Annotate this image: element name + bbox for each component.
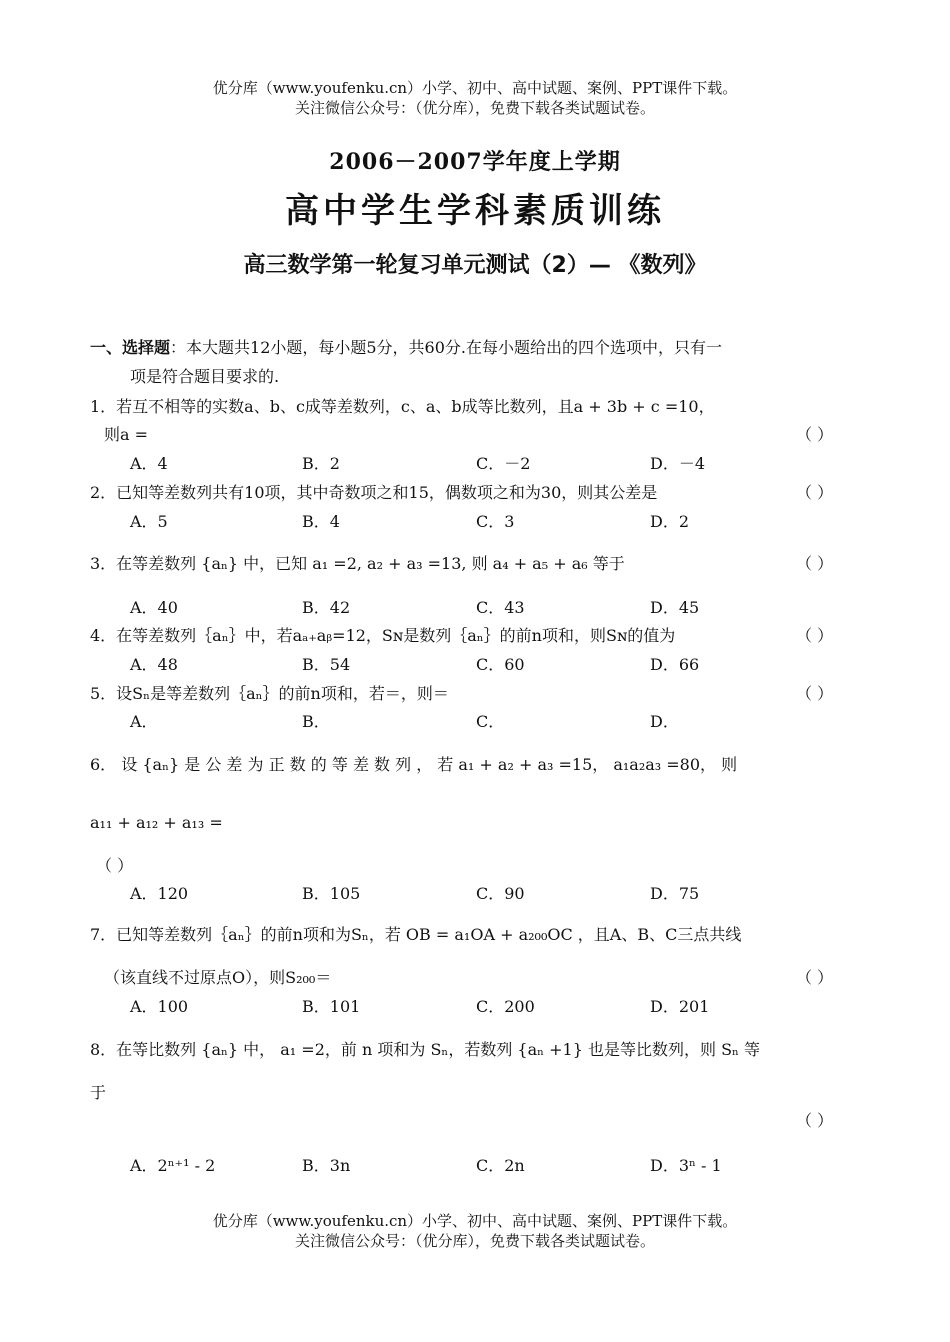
answer-paren-1: （ ） [796,425,834,444]
question-1-line1: 1．若互不相等的实数a、b、c成等差数列，c、a、b成等比数列，且a + 3b + c =10， [90,397,715,416]
question-7-line2: （该直线不过原点O），则S₂₀₀＝ [104,968,332,987]
q3-option-a: A．40 [130,598,178,617]
answer-paren-8: （ ） [796,1111,834,1130]
question-6-line2: a₁₁ + a₁₂ + a₁₃ = [90,813,223,832]
question-8-line2: 于 [90,1083,107,1102]
q6-option-a: A．120 [130,884,189,903]
q2-option-b: B．4 [302,512,340,531]
q7-option-b: B．101 [302,997,361,1016]
main-title: 高中学生学科素质训练 [285,191,665,231]
q8-option-c: C．2n [476,1156,525,1175]
answer-paren-2: （ ） [796,483,834,502]
question-7-line1: 7．已知等差数列｛aₙ｝的前n项和为Sₙ，若 OB = a₁OA + a₂₀₀OC ，且A、B、C三点共线 [90,925,742,944]
q6-option-d: D．75 [650,884,700,903]
q4-option-a: A．48 [130,655,178,674]
question-5-line1: 5．设Sₙ是等差数列｛aₙ｝的前n项和，若＝，则＝ [90,684,449,703]
q8-option-a: A．2ⁿ⁺¹ - 2 [130,1156,216,1175]
answer-paren-7: （ ） [796,968,834,987]
footer-ad-line1: 优分库（www.youfenku.cn）小学、初中、高中试题、案例、PPT课件下载。 [212,1212,738,1230]
q4-option-d: D．66 [650,655,700,674]
footer-ad [0,1211,950,1251]
q8-option-b: B．3n [302,1156,351,1175]
question-3-line1: 3．在等差数列 {aₙ} 中，已知 a₁ =2, a₂ + a₃ =13, 则 a₄ + a₅ + a₆ 等于 [90,554,625,573]
q2-option-a: A．5 [130,512,168,531]
section-desc-2: 项是符合题目要求的. [130,367,280,386]
q5-option-c: C． [476,712,505,731]
q1-option-c: C．－2 [476,454,531,473]
section-desc-1: ：本大题共12小题，每小题5分，共60分.在每小题给出的四个选项中，只有一 [170,338,723,357]
q3-option-c: C．43 [476,598,525,617]
q8-option-d: D．3ⁿ - 1 [650,1156,722,1175]
q5-option-a: A． [130,712,158,731]
q3-option-b: B．42 [302,598,351,617]
q7-option-a: A．100 [130,997,189,1016]
q5-option-d: D． [650,712,679,731]
section-intro [90,337,722,359]
answer-paren-3: （ ） [796,554,834,573]
q1-option-a: A．4 [130,454,168,473]
question-4-line1: 4．在等差数列｛aₙ｝中，若aₐ₊aᵦ=12，Sɴ是数列｛aₙ｝的前n项和，则Sɴ的值为 [90,626,676,645]
q4-option-c: C．60 [476,655,525,674]
header-ad-line2: 关注微信公众号：（优分库），免费下载各类试题试卷。 [294,99,655,117]
question-8-line1: 8．在等比数列 {aₙ} 中， a₁ =2，前 n 项和为 Sₙ，若数列 {aₙ +1} 也是等比数列，则 Sₙ 等 [90,1040,761,1059]
unit-test-title: 高三数学第一轮复习单元测试（2）— 《数列》 [243,253,707,278]
q2-option-c: C．3 [476,512,515,531]
question-6-line1: 6． 设 {aₙ} 是 公 差 为 正 数 的 等 差 数 列 ， 若 a₁ + a₂ + a₃ =15， a₁a₂a₃ =80， 则 [90,755,738,774]
q4-option-b: B．54 [302,655,351,674]
answer-paren-5: （ ） [796,684,834,703]
footer-ad-line2: 关注微信公众号：（优分库），免费下载各类试题试卷。 [294,1232,655,1250]
header-ad [0,78,950,118]
answer-paren-6: （ ） [96,856,134,875]
header-ad-line1: 优分库（www.youfenku.cn）小学、初中、高中试题、案例、PPT课件下载。 [212,79,738,97]
q1-option-d: D．－4 [650,454,706,473]
question-1-line2: 则a = [104,425,149,444]
q5-option-b: B． [302,712,330,731]
school-year-title: 2006－2007学年度上学期 [329,149,621,175]
q6-option-c: C．90 [476,884,525,903]
section-heading: 一、选择题 [90,338,171,357]
q1-option-b: B．2 [302,454,340,473]
q7-option-c: C．200 [476,997,535,1016]
answer-paren-4: （ ） [796,626,834,645]
question-2-line1: 2．已知等差数列共有10项，其中奇数项之和15，偶数项之和为30，则其公差是 [90,483,658,502]
q3-option-d: D．45 [650,598,700,617]
q6-option-b: B．105 [302,884,361,903]
q2-option-d: D．2 [650,512,690,531]
q7-option-d: D．201 [650,997,710,1016]
